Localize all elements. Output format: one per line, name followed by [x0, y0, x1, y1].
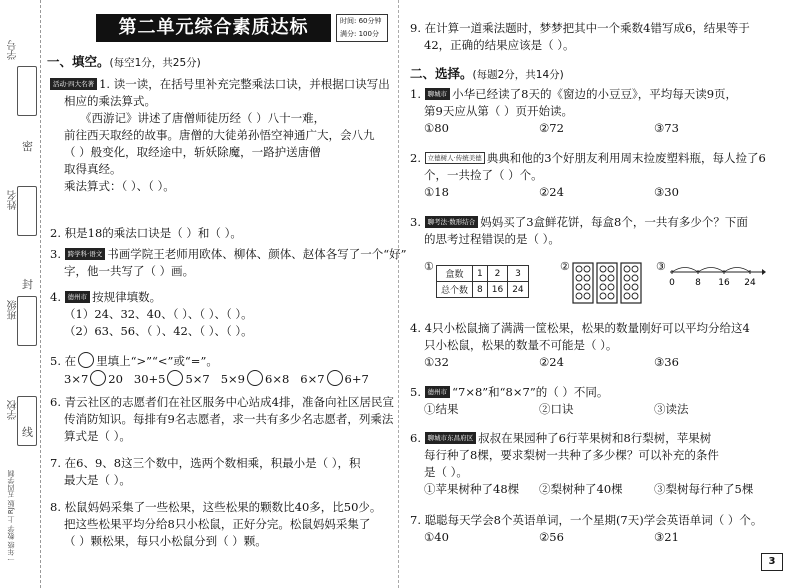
gutter-series: 一年级 数学 上 RJ版 五四学制 [7, 470, 15, 563]
q8-line3: （ ）颗松果，每只小松鼠分到（ ）颗。 [64, 534, 267, 548]
gutter-label-school: 学校 [8, 400, 19, 420]
option[interactable]: ②56 [539, 530, 564, 544]
compare-circle[interactable] [167, 370, 183, 386]
question-tag: 立德树人·传统美德 [425, 152, 485, 164]
compare-circle[interactable] [247, 370, 263, 386]
q9-line1: 9. 在计算一道乘法题时，梦梦把其中一个乘数4错写成6，结果等于 [410, 21, 750, 35]
q6-line3: 算式是（ ）。 [64, 429, 131, 443]
section-choice-heading [410, 64, 564, 82]
q6-line2: 传消防知识。每排有9名志愿者，求一共有多少名志愿者，列乘法 [64, 412, 394, 426]
compare-circle[interactable] [90, 370, 106, 386]
jump-arc [672, 268, 698, 273]
option[interactable]: ①结果 [424, 402, 459, 416]
option[interactable]: ③30 [654, 185, 679, 199]
table-cell: 16 [487, 282, 507, 298]
question-5 [50, 352, 369, 388]
gutter-bind-char: 线 [22, 426, 33, 439]
axis-label: 8 [695, 278, 701, 288]
option[interactable]: ②24 [539, 185, 564, 199]
table-cell: 1 [473, 266, 488, 282]
q5-text-a: 5. 在 [50, 354, 77, 368]
section-note: (每题2分，共14分) [472, 69, 564, 81]
compare-left: 3×7 [64, 372, 89, 386]
question-4: 4. 德州市 按规律填数。 （1）24、32、40、（ ）、（ ）、（ ）。 （2）63、56、（ ）、42、（ ）、（ ）。 [50, 290, 253, 338]
option[interactable]: ①32 [424, 355, 449, 369]
exam-full-score: 满分: 100分 [340, 30, 379, 38]
question-tag: 德州市 [65, 291, 91, 303]
c5-line1: “7×8”和“8×7”的（ ）不同。 [452, 385, 609, 399]
question-tag: 德州市 [425, 386, 451, 398]
box-dot [576, 293, 582, 299]
q4-line2: （1）24、32、40、（ ）、（ ）、（ ）。 [64, 307, 253, 321]
box-dot [576, 266, 582, 272]
q7-line1: 7. 在6、9、8这三个数中，选两个数相乘，积最小是（ ），积 [50, 456, 361, 470]
option[interactable]: ③读法 [654, 402, 689, 416]
compare-left: 5×9 [220, 372, 246, 386]
box-dot [624, 275, 630, 281]
q6-line1: 6. 青云社区的志愿者们在社区服务中心站成4排，准备向社区居民宣 [50, 395, 394, 409]
box-dot [632, 284, 638, 290]
c6-line1: 叔叔在果园种了6行苹果树和8行梨树，苹果树 [478, 431, 712, 445]
table-cell: 盒数 [437, 266, 473, 282]
option[interactable]: ①18 [424, 185, 449, 199]
c2-line1: 典典和他的3个好朋友利用周末捡废塑料瓶，每人捡了6 [486, 151, 766, 165]
c2-line2: 个，一共捡了（ ）个。 [424, 168, 543, 182]
option[interactable]: ③梨树每行种了5棵 [654, 482, 754, 496]
box-dot [632, 266, 638, 272]
school-box[interactable] [17, 396, 37, 446]
question-tag: 跨学科·语文 [65, 248, 106, 260]
binding-gutter [0, 0, 41, 588]
q1-line7: 乘法算式：（ ）、（ ）。 [64, 179, 175, 193]
exam-time: 时间: 60分钟 [340, 17, 382, 25]
name-box[interactable] [17, 186, 37, 236]
boxes-figure [572, 262, 644, 304]
c3-line1: 妈妈买了3盒鲜花饼，每盒8个，一共有多少个？下面 [480, 215, 748, 229]
page-title: 第二单元综合素质达标 [96, 14, 331, 42]
choice-2: 2. 立德树人·传统美德 典典和他的3个好朋友利用周末捡废塑料瓶，每人捡了6 个，一共捡了（ ）个。 ①18 ②24 ③30 [410, 151, 766, 199]
q8-line2: 把这些松果平均分给8只小松鼠，正好分完。松鼠妈妈采集了 [64, 517, 371, 531]
table-cell: 24 [508, 282, 528, 298]
q9-line2: 42，正确的结果应该是（ ）。 [424, 38, 575, 52]
c6-line2: 每行种了8棵，要求梨树一共种了多少棵？可以补充的条件 [424, 448, 719, 462]
c6-line3: 是（ ）。 [424, 465, 468, 479]
question-tag: 聊城市 [425, 88, 451, 100]
q1-line4: 前往西天取经的故事。唐僧的大徒弟孙悟空神通广大，会八九 [64, 128, 375, 142]
compare-right: 5×7 [185, 372, 210, 386]
option-table-figure [436, 265, 529, 298]
option[interactable]: ③ [656, 260, 666, 273]
box-dot [608, 266, 614, 272]
choice-1: 1. 聊城市 小华已经读了8天的《窗边的小豆豆》，平均每天读9页， 第9天应从第（ ）页开始读。 ①80 ②72 ③73 [410, 87, 738, 135]
c4-line1: 4. 4只小松鼠摘了满满一筐松果，松果的数量刚好可以平均分给这4 [410, 321, 750, 335]
choice-6: 6. 聊城市东昌府区 叔叔在果园种了6行苹果树和8行梨树，苹果树 每行种了8棵，要求梨树一共种了多少棵？可以补充的条件 是（ ）。 ①苹果树种了48棵 ②梨树种了40棵 ③梨树每行种了5棵 [410, 431, 754, 496]
number-line-figure [666, 262, 766, 288]
page-number: 3 [761, 553, 783, 571]
option[interactable]: ① [424, 260, 434, 273]
box-dot [600, 284, 606, 290]
section-note: (每空1分，共25分) [109, 57, 201, 69]
compare-right: 6+7 [344, 372, 369, 386]
section-fill-blank-heading [47, 52, 201, 70]
gutter-bind-char: 密 [22, 140, 33, 153]
box-dot [584, 275, 590, 281]
table-row [437, 282, 529, 298]
q4-line1: 按规律填数。 [92, 290, 162, 304]
question-2: 2. 积是18的乘法口诀是（ ）和（ ）。 [50, 226, 242, 240]
gutter-label-class: 班级 [8, 300, 19, 320]
table-cell: 8 [473, 282, 488, 298]
choice-5: 5. 德州市 “7×8”和“8×7”的（ ）不同。 ①结果 ②口诀 ③读法 [410, 385, 689, 416]
c7-line1: 7. 聪聪每天学会8个英语单词，一个星期(7天)学会英语单词（ ）个。 [410, 513, 763, 527]
option[interactable]: ② [560, 260, 570, 273]
question-8 [50, 499, 381, 550]
section-title: 一、填空。 [47, 54, 110, 69]
compare-circle [78, 352, 94, 368]
q1-line2: 相应的乘法算式。 [64, 94, 156, 108]
box-dot [600, 275, 606, 281]
q1-line6: 取得真经。 [64, 162, 122, 176]
compare-right: 20 [108, 372, 123, 386]
jump-arc [698, 268, 724, 273]
exam-meta [336, 14, 388, 42]
q5-text-b: 里填上“>”“<”或“=”。 [96, 354, 218, 368]
q3-line2: 字，他一共写了（ ）画。 [64, 264, 195, 278]
q1-line3: 《西游记》讲述了唐僧师徒历经（ ）八十一难， [80, 111, 326, 125]
q4-line3: （2）63、56、（ ）、42、（ ）、（ ）。 [64, 324, 253, 338]
option[interactable]: ①40 [424, 530, 449, 544]
c1-line1: 小华已经读了8天的《窗边的小豆豆》，平均每天读9页， [452, 87, 738, 101]
box-dot [600, 293, 606, 299]
c1-line2: 第9天应从第（ ）页开始读。 [424, 104, 573, 118]
box-dot [624, 293, 630, 299]
table-cell: 3 [508, 266, 528, 282]
box-dot [584, 293, 590, 299]
c3-line2: 的思考过程错误的是（ ）。 [424, 232, 560, 246]
table-cell: 总个数 [437, 282, 473, 298]
box-dot [576, 275, 582, 281]
number-line-arrow [762, 269, 766, 275]
question-1 [50, 76, 390, 195]
table-cell: 2 [487, 266, 507, 282]
box-dot [584, 284, 590, 290]
box-dot [600, 266, 606, 272]
option[interactable]: ②24 [539, 355, 564, 369]
question-tag: 聊考法·数形结合 [425, 216, 479, 228]
option[interactable]: ②72 [539, 121, 564, 135]
jump-arc [724, 268, 750, 273]
table-row [437, 266, 529, 282]
option[interactable]: ①80 [424, 121, 449, 135]
gutter-label-student-id: 学号 [8, 40, 19, 60]
axis-label: 24 [744, 278, 756, 288]
choice-7 [410, 512, 762, 546]
q1-line5: （ ）般变化，取经途中，斩妖除魔，一路护送唐僧 [64, 145, 321, 159]
box-dot [608, 284, 614, 290]
question-6 [50, 394, 394, 445]
question-tag: 聊城市东昌府区 [425, 432, 477, 444]
box-dot [608, 275, 614, 281]
option[interactable]: ③73 [654, 121, 679, 135]
box-dot [632, 293, 638, 299]
option[interactable]: ②梨树种了40棵 [539, 482, 623, 496]
option[interactable]: ②口诀 [539, 402, 574, 416]
student-id-box[interactable] [17, 66, 37, 116]
box-dot [624, 266, 630, 272]
box-dot [632, 275, 638, 281]
compare-circle[interactable] [327, 370, 343, 386]
compare-right: 6×8 [265, 372, 290, 386]
class-box[interactable] [17, 296, 37, 346]
c4-line2: 只小松鼠，松果的数量不可能是（ ）。 [424, 338, 618, 352]
box-dot [624, 284, 630, 290]
box-dot [584, 266, 590, 272]
gutter-label-name: 姓名 [8, 190, 19, 210]
option[interactable]: ③36 [654, 355, 679, 369]
axis-label: 16 [718, 278, 730, 288]
box-dot [576, 284, 582, 290]
box-dot [608, 293, 614, 299]
q8-line1: 8. 松鼠妈妈采集了一些松果，这些松果的颗数比40多，比50少。 [50, 500, 382, 514]
question-tag: 活动·四大名著 [50, 78, 97, 90]
gutter-bind-char: 封 [22, 278, 33, 291]
column-divider [398, 0, 399, 588]
question-7 [50, 455, 360, 489]
compare-left: 30+5 [133, 372, 166, 386]
choice-4 [410, 320, 750, 371]
option[interactable]: ③21 [654, 530, 679, 544]
question-9 [410, 20, 750, 54]
count-table [436, 265, 529, 298]
compare-left: 6×7 [300, 372, 325, 386]
q7-line2: 最大是（ ）。 [64, 473, 131, 487]
axis-label: 0 [669, 278, 675, 288]
section-title: 二、选择。 [410, 66, 473, 81]
choice-3: 3. 聊考法·数形结合 妈妈买了3盒鲜花饼，每盒8个，一共有多少个？下面 的思考过程错误的是（ ）。 [410, 215, 748, 246]
q1-line1: 1. 读一读，在括号里补充完整乘法口诀，并根据口诀写出 [99, 77, 390, 91]
option[interactable]: ①苹果树种了48棵 [424, 482, 520, 496]
question-3: 3. 跨学科·语文 书画学院王老师用欧体、柳体、颜体、赵体各写了一个“好” 字，他一共写了（ ）画。 [50, 247, 407, 278]
q3-line1: 书画学院王老师用欧体、柳体、颜体、赵体各写了一个“好” [107, 247, 407, 261]
